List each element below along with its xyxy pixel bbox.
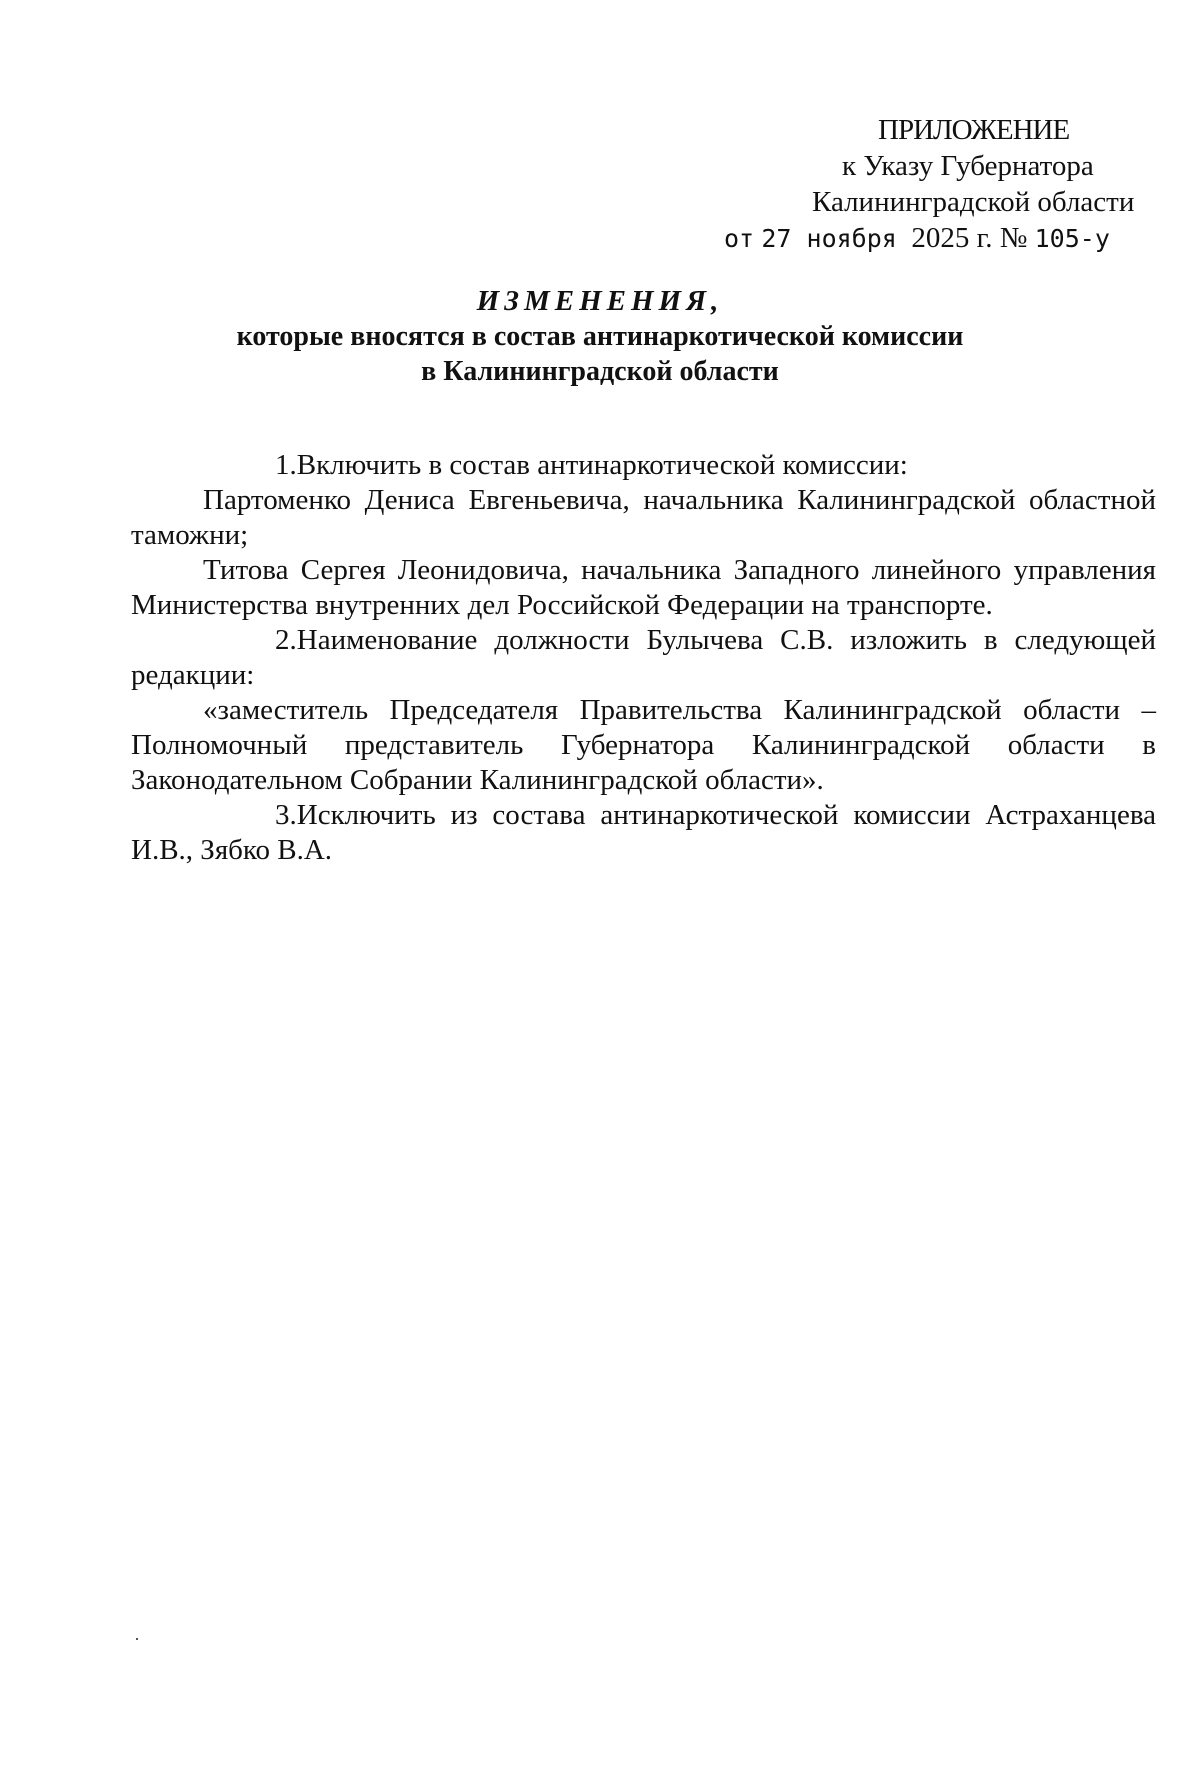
paragraph-2a: «заместитель Председателя Правительства Калининградской области – Полномочный представитель Губернатора Калининградской области в Законодательном Собрании Калининградской области». xyxy=(131,694,1156,796)
appendix-title: ПРИЛОЖЕНИЕ xyxy=(878,114,1070,146)
title-subheading: которые вносятся в состав антинаркотической комиссии xyxy=(236,321,964,352)
appendix-region: Калининградской области xyxy=(812,186,1135,218)
paragraph-1 xyxy=(131,448,1156,483)
appendix-header xyxy=(724,112,1180,257)
document-body xyxy=(131,448,1156,868)
paragraph-1-number: 1. xyxy=(275,449,297,481)
date-handwritten: 27 ноября xyxy=(761,224,897,253)
appendix-reference: к Указу Губернатора xyxy=(842,150,1094,182)
paragraph-2-text: Наименование должности Булычева С.В. изложить в следующей редакции: xyxy=(131,624,1156,691)
scan-speck xyxy=(136,1638,138,1640)
appendix-date-line xyxy=(724,220,1144,257)
date-prefix: от xyxy=(724,224,755,253)
paragraph-3-number: 3. xyxy=(275,799,297,831)
paragraph-3 xyxy=(131,798,1156,868)
title-subheading-2: в Калининградской области xyxy=(421,356,779,387)
decree-number: 105-у xyxy=(1034,224,1110,253)
decree-year: 2025 г. № xyxy=(911,222,1028,254)
paragraph-1b: Титова Сергея Леонидовича, начальника Западного линейного управления Министерства внутренних дел Российской Федерации на транспорте. xyxy=(131,554,1156,621)
paragraph-2-number: 2. xyxy=(275,624,297,656)
paragraph-3-text: Исключить из состава антинаркотической комиссии Астраханцева И.В., Зябко В.А. xyxy=(131,799,1156,866)
paragraph-2 xyxy=(131,623,1156,693)
title-heading: ИЗМЕНЕНИЯ, xyxy=(476,285,724,317)
document-title xyxy=(100,284,1100,389)
paragraph-1-text: Включить в состав антинаркотической комиссии: xyxy=(296,449,908,481)
paragraph-1a: Партоменко Дениса Евгеньевича, начальника Калининградской областной таможни; xyxy=(131,484,1156,551)
